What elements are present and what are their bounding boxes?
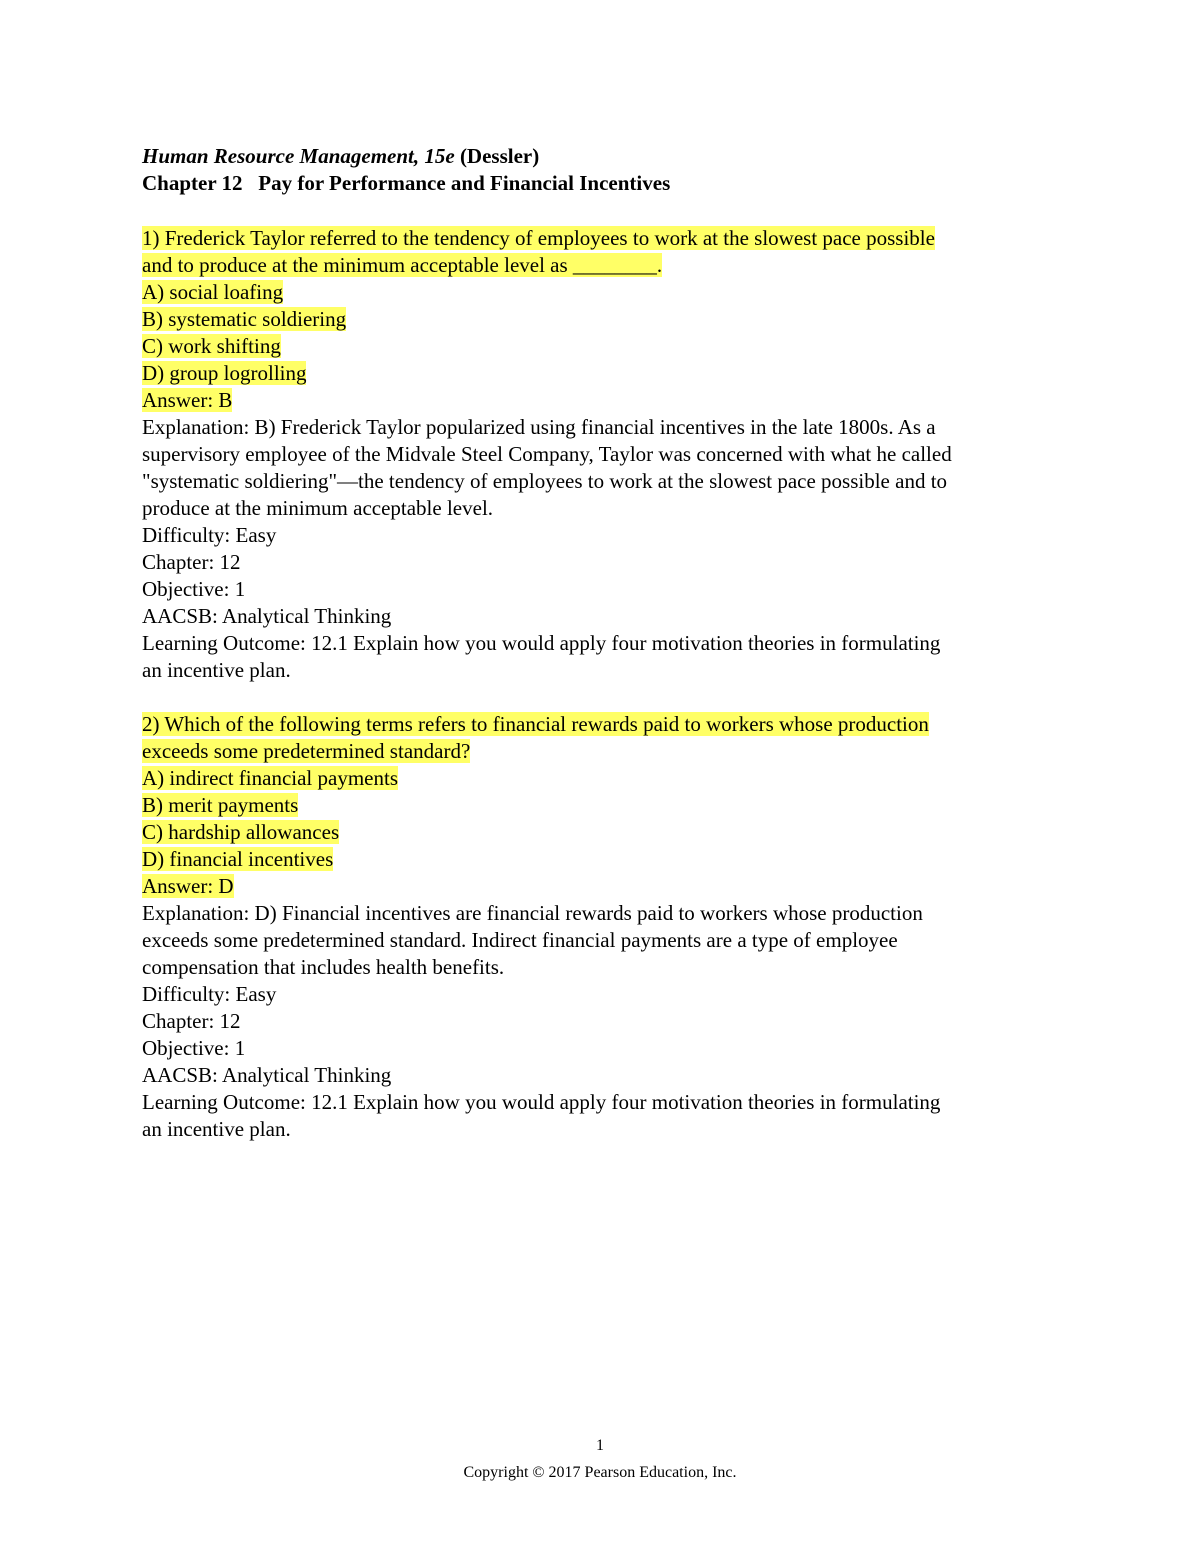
explanation-line: supervisory employee of the Midvale Steel Company, Taylor was concerned with what he called xyxy=(142,442,952,466)
objective: Objective: 1 xyxy=(142,1036,246,1060)
question-stem-line: 2) Which of the following terms refers to financial rewards paid to workers whose production xyxy=(142,712,929,736)
page-number: 1 xyxy=(596,1437,604,1454)
answer-option-d: D) financial incentives xyxy=(142,847,334,871)
answer-option-b: B) systematic soldiering xyxy=(142,307,347,331)
question-1 xyxy=(142,225,1062,684)
learning-outcome-line: Learning Outcome: 12.1 Explain how you would apply four motivation theories in formulating xyxy=(142,1090,941,1114)
question-stem-line: 1) Frederick Taylor referred to the tendency of employees to work at the slowest pace possible xyxy=(142,226,935,250)
learning-outcome-line: Learning Outcome: 12.1 Explain how you would apply four motivation theories in formulating xyxy=(142,631,941,655)
answer-key: Answer: D xyxy=(142,874,234,898)
book-author: (Dessler) xyxy=(459,144,540,168)
chapter-ref: Chapter: 12 xyxy=(142,1009,241,1033)
answer-option-b: B) merit payments xyxy=(142,793,299,817)
difficulty: Difficulty: Easy xyxy=(142,523,277,547)
copyright-notice: Copyright © 2017 Pearson Education, Inc. xyxy=(463,1464,737,1481)
question-2 xyxy=(142,711,1062,1143)
explanation-line: compensation that includes health benefits. xyxy=(142,955,505,979)
answer-option-c: C) hardship allowances xyxy=(142,820,340,844)
difficulty: Difficulty: Easy xyxy=(142,982,277,1006)
explanation-line: Explanation: B) Frederick Taylor popularized using financial incentives in the late 1800s. As a xyxy=(142,415,936,439)
answer-option-d: D) group logrolling xyxy=(142,361,307,385)
book-title: Human Resource Management, 15e xyxy=(142,144,455,168)
answer-option-a: A) social loafing xyxy=(142,280,284,304)
explanation-line: "systematic soldiering"—the tendency of employees to work at the slowest pace possible and to xyxy=(142,469,948,493)
question-stem-line: exceeds some predetermined standard? xyxy=(142,739,471,763)
aacsb: AACSB: Analytical Thinking xyxy=(142,604,392,628)
answer-option-a: A) indirect financial payments xyxy=(142,766,398,790)
answer-option-c: C) work shifting xyxy=(142,334,281,358)
document-header xyxy=(142,143,670,197)
explanation-line: exceeds some predetermined standard. Indirect financial payments are a type of employee xyxy=(142,928,898,952)
explanation-line: produce at the minimum acceptable level. xyxy=(142,496,494,520)
chapter-title: Pay for Performance and Financial Incentives xyxy=(258,171,671,195)
answer-key: Answer: B xyxy=(142,388,233,412)
question-stem-line: and to produce at the minimum acceptable level as ________. xyxy=(142,253,663,277)
aacsb: AACSB: Analytical Thinking xyxy=(142,1063,392,1087)
chapter-label: Chapter 12 xyxy=(142,171,243,195)
chapter-ref: Chapter: 12 xyxy=(142,550,241,574)
explanation-line: Explanation: D) Financial incentives are financial rewards paid to workers whose production xyxy=(142,901,923,925)
learning-outcome-line: an incentive plan. xyxy=(142,658,291,682)
objective: Objective: 1 xyxy=(142,577,246,601)
learning-outcome-line: an incentive plan. xyxy=(142,1117,291,1141)
